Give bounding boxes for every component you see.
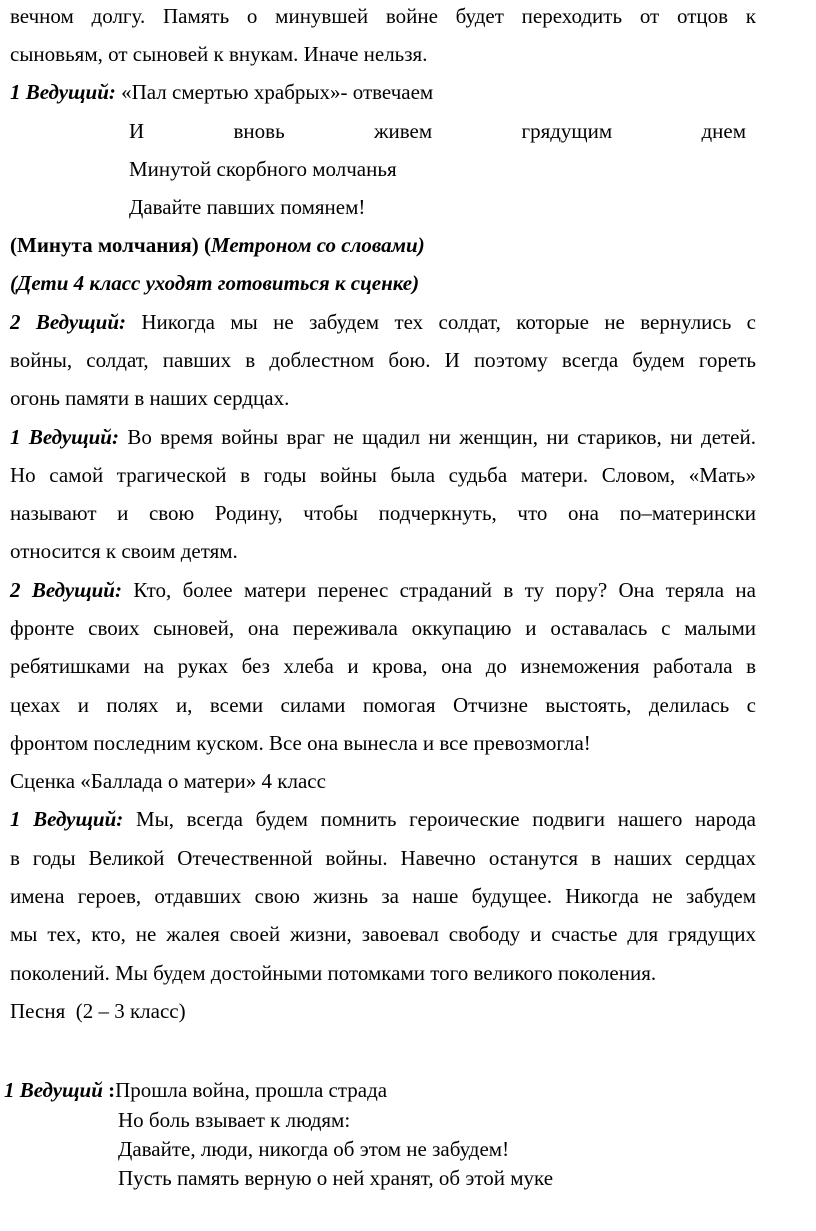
stage-direction: [10, 232, 756, 258]
speaker-line: [4, 1077, 750, 1103]
speaker-line: [10, 806, 756, 832]
speaker-label: 1 Ведущий:: [10, 425, 119, 449]
stage-direction-bold: (Минута молчания) (: [10, 233, 212, 257]
text-line: мы тех, кто, не жалея своей жизни, завоевал свободу и счастье для грядущих: [10, 922, 756, 946]
poem-line: Давайте, люди, никогда об этом не забудем!: [118, 1137, 510, 1161]
speaker-text: Прошла война, прошла страда: [115, 1078, 388, 1102]
poem-line: Давайте павших помянем!: [129, 195, 366, 219]
speaker-line: [10, 424, 756, 450]
stage-direction: (Дети 4 класс уходят готовиться к сценке): [10, 271, 420, 295]
text-line: Но самой трагической в годы войны была судьба матери. Словом, «Мать»: [10, 463, 756, 487]
speaker-text: Кто, более матери перенес страданий в ту пору? Она теряла на: [133, 578, 756, 602]
poem-word: И: [129, 119, 145, 143]
speaker-label: 1 Ведущий:: [10, 80, 116, 104]
text-line: поколений. Мы будем достойными потомками того великого поколения.: [10, 961, 657, 985]
speaker-text: Мы, всегда будем помнить героические подвиги нашего народа: [135, 807, 756, 831]
speaker-line: [10, 79, 756, 105]
text-line: вечном долгу. Память о минувшей войне будет переходить от отцов к: [10, 4, 756, 28]
poem-word: вновь: [233, 119, 285, 143]
speaker-text: Никогда мы не забудем тех солдат, которые не вернулись с: [141, 310, 757, 334]
speaker-text: «Пал смертью храбрых»- отвечаем: [121, 80, 434, 104]
text-line: имена героев, отдавших свою жизнь за наше будущее. Никогда не забудем: [10, 884, 756, 908]
speaker-label: 2 Ведущий:: [10, 578, 122, 602]
scene-title: Сценка «Баллада о матери» 4 класс: [10, 769, 326, 793]
speaker-text: Во время войны враг не щадил ни женщин, ни стариков, ни детей.: [127, 425, 756, 449]
speaker-label: 2 Ведущий:: [10, 310, 126, 334]
speaker-line: [10, 577, 756, 603]
text-line: фронтом последним куском. Все она вынесла и все превозмогла!: [10, 731, 591, 755]
text-line: огонь памяти в наших сердцах.: [10, 386, 290, 410]
poem-line: [129, 118, 746, 144]
speaker-line: [10, 309, 756, 335]
text-line: войны, солдат, павших в доблестном бою. И поэтому всегда будем гореть: [10, 348, 756, 372]
speaker-colon: :: [102, 1078, 116, 1102]
text-line: называют и свою Родину, чтобы подчеркнуть, что она по–матерински: [10, 501, 756, 525]
song-line: Песня (2 – 3 класс): [10, 999, 186, 1023]
poem-word: грядущим: [521, 119, 613, 143]
poem-word: днем: [701, 119, 746, 143]
speaker-label: 1 Ведущий: [4, 1078, 103, 1102]
stage-direction-italic: Метроном со словами): [211, 233, 425, 257]
text-line: фронте своих сыновей, она переживала оккупацию и оставалась с малыми: [10, 616, 756, 640]
poem-line: Пусть память верную о ней хранят, об этой муке: [118, 1166, 554, 1190]
text-line: относится к своим детям.: [10, 539, 238, 563]
speaker-label: 1 Ведущий:: [10, 807, 124, 831]
poem-line: Но боль взывает к людям:: [118, 1108, 351, 1132]
poem-line: Минутой скорбного молчанья: [129, 157, 397, 181]
text-line: сыновьям, от сыновей к внукам. Иначе нельзя.: [10, 42, 428, 66]
poem-word: живем: [373, 119, 433, 143]
text-line: цехах и полях и, всеми силами помогая Отчизне выстоять, делилась с: [10, 693, 756, 717]
text-line: ребятишками на руках без хлеба и крова, она до изнеможения работала в: [10, 654, 756, 678]
text-line: в годы Великой Отечественной войны. Навечно останутся в наших сердцах: [10, 846, 756, 870]
